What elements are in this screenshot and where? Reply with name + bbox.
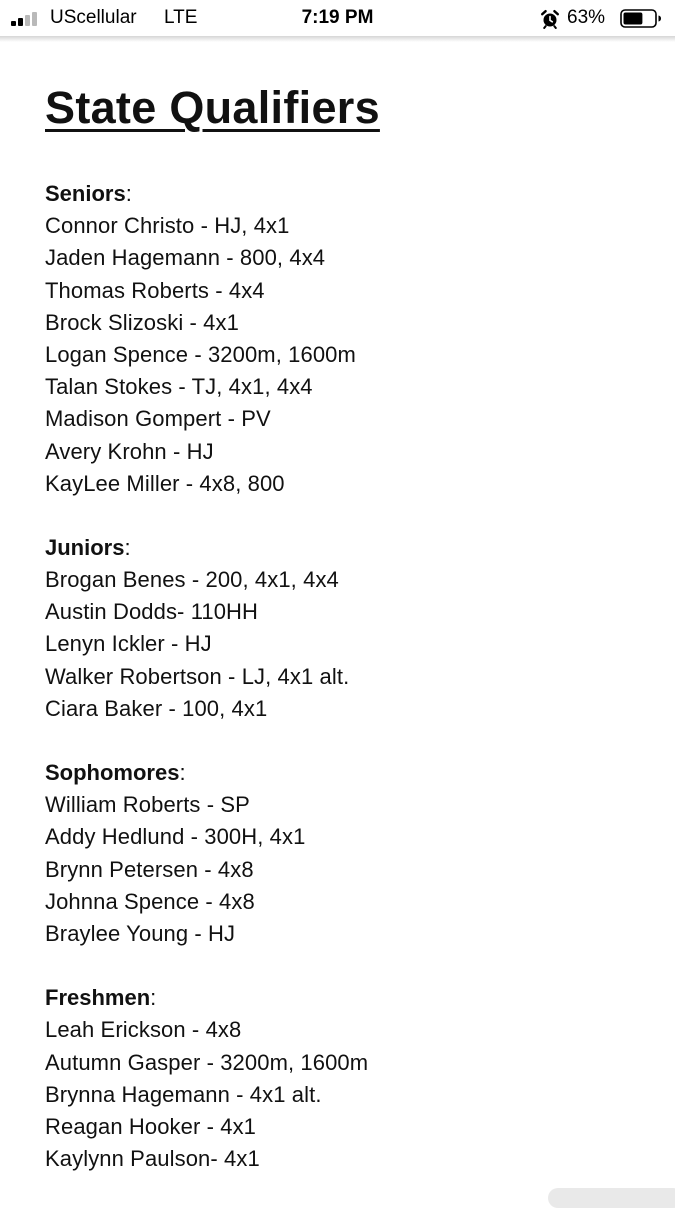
athlete-entry: Brynna Hagemann - 4x1 alt. [45,1081,322,1107]
athlete-entry: Austin Dodds- 110HH [45,599,259,625]
athlete-entry: Autumn Gasper - 3200m, 1600m [45,1049,369,1075]
athlete-entry: Lenyn Ickler - HJ [45,631,212,657]
athlete-entry: Walker Robertson - LJ, 4x1 alt. [45,663,350,689]
section-heading: Seniors: [45,181,132,206]
athlete-entry: Reagan Hooker - 4x1 [45,1113,257,1139]
athlete-entry: Connor Christo - HJ, 4x1 [45,213,290,239]
section-heading-label: Seniors [45,181,126,206]
status-bar-shadow [0,36,675,42]
athlete-entry: Addy Hedlund - 300H, 4x1 [45,824,306,850]
section-heading-label: Sophomores [45,760,180,785]
home-indicator [548,1188,675,1208]
athlete-entry: Ciara Baker - 100, 4x1 [45,695,268,721]
athlete-entry: Brogan Benes - 200, 4x1, 4x4 [45,567,339,593]
post-content [45,78,655,1175]
section-heading: Freshmen: [45,985,157,1011]
qualifier-sections [45,178,655,1175]
alarm-icon [540,9,560,29]
page-title: State Qualifiers [45,82,380,133]
athlete-entry: KayLee Miller - 4x8, 800 [45,470,285,496]
athlete-entry: Thomas Roberts - 4x4 [45,277,265,303]
status-bar [0,0,675,38]
network-type: LTE [164,7,198,28]
athlete-entry: Kaylynn Paulson- 4x1 [45,1146,260,1172]
section-heading: Juniors: [45,534,131,560]
athlete-entry: Braylee Young - HJ [45,920,236,946]
status-time: 7:19 PM [301,7,374,28]
section-sophomores [45,757,655,950]
athlete-entry: Talan Stokes - TJ, 4x1, 4x4 [45,374,313,400]
section-heading-label: Juniors [45,534,125,560]
athlete-entry: Johnna Spence - 4x8 [45,888,255,914]
athlete-entry: Leah Erickson - 4x8 [45,1017,242,1043]
athlete-entry: William Roberts - SP [45,792,250,818]
athlete-entry: Avery Krohn - HJ [45,438,214,464]
athlete-entry: Brock Slizoski - 4x1 [45,309,239,335]
athlete-entry: Logan Spence - 3200m, 1600m [45,341,356,367]
section-heading-label: Freshmen [45,985,151,1011]
athlete-entry: Madison Gompert - PV [45,406,271,432]
athlete-entry: Brynn Petersen - 4x8 [45,856,254,882]
section-juniors [45,532,655,725]
section-seniors [45,178,655,500]
section-freshmen [45,982,655,1175]
battery-icon [620,9,662,28]
battery-percent: 63% [567,7,606,28]
athlete-entry: Jaden Hagemann - 800, 4x4 [45,245,326,271]
carrier-name: UScellular [50,7,137,28]
section-heading: Sophomores: [45,760,186,785]
